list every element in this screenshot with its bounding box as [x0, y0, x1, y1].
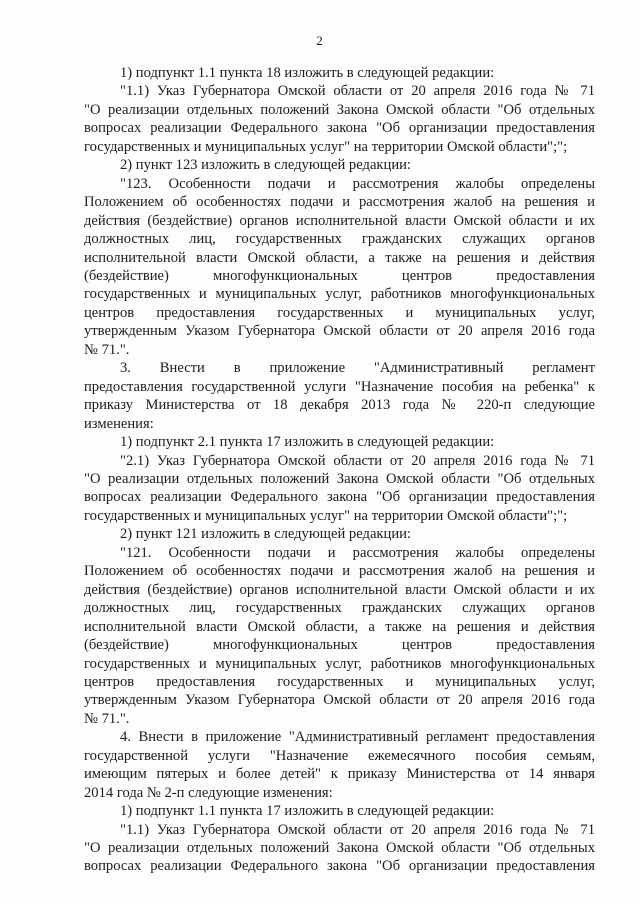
text-line: Положением об особенностях подачи и рассмотрения жалоб на решения и [84, 563, 595, 580]
text-line: "1.1) Указ Губернатора Омской области от 20 апреля 2016 года № 71 [120, 821, 595, 838]
text-line: (бездействие) многофункциональных центров предоставления [84, 267, 595, 284]
text-line: изменения: [84, 415, 154, 432]
text-line: "О реализации отдельных положений Закона Омской области "Об отдельных [84, 840, 595, 857]
text-line: Положением об особенностях подачи и рассмотрения жалоб на решения и [84, 194, 595, 211]
text-line: 1) подпункт 1.1 пункта 18 изложить в следующей редакции: [120, 65, 495, 81]
text-line: 3. Внести в приложение "Административный регламент [120, 360, 595, 377]
text-line: № 71.". [84, 710, 130, 727]
document-body [84, 64, 595, 876]
text-line: государственных и муниципальных услуг, работников многофункциональных [84, 655, 595, 672]
text-line: исполнительной власти Омской области, а также на решения и действия [84, 618, 595, 635]
text-line: "2.1) Указ Губернатора Омской области от 20 апреля 2016 года № 71 [120, 452, 595, 469]
text-line: 1) подпункт 1.1 пункта 17 изложить в следующей редакции: [120, 803, 495, 820]
text-line: 2) пункт 121 изложить в следующей редакции: [120, 526, 411, 543]
text-line: "О реализации отдельных положений Закона Омской области "Об отдельных [84, 101, 595, 118]
text-line: 4. Внести в приложение "Административный регламент предоставления [120, 729, 595, 746]
text-line: действия (бездействие) органов исполнительной власти Омской области и их [84, 581, 595, 598]
text-line: приказу Министерства от 18 декабря 2013 года № 220-п следующие [84, 397, 595, 414]
text-line: должностных лиц, государственных гражданских служащих органов [84, 231, 595, 248]
text-line: "1.1) Указ Губернатора Омской области от 20 апреля 2016 года № 71 [120, 83, 595, 100]
text-line: центров предоставления государственных и муниципальных услуг, [84, 673, 595, 690]
text-line: должностных лиц, государственных гражданских служащих органов [84, 600, 595, 617]
text-line: государственных и муниципальных услуг" на территории Омской области";"; [84, 138, 568, 155]
page-number: 2 [316, 33, 323, 48]
text-line: предоставления государственной услуги "Назначение пособия на ребенка" к [84, 378, 595, 395]
text-line: государственной услуги "Назначение ежемесячного пособия семьям, [84, 747, 595, 764]
text-line: "О реализации отдельных положений Закона Омской области "Об отдельных [84, 470, 595, 487]
text-line: "121. Особенности подачи и рассмотрения жалобы определены [120, 544, 595, 561]
text-line: вопросах реализации Федерального закона "Об организации предоставления [84, 489, 595, 506]
text-line: 2014 года № 2-п следующие изменения: [84, 784, 333, 801]
text-line: (бездействие) многофункциональных центров предоставления [84, 637, 595, 654]
text-line: вопросах реализации Федерального закона "Об организации предоставления [84, 120, 595, 137]
text-line: государственных и муниципальных услуг" на территории Омской области";"; [84, 507, 568, 524]
text-line: исполнительной власти Омской области, а также на решения и действия [84, 249, 595, 266]
text-line: утвержденным Указом Губернатора Омской области от 20 апреля 2016 года [84, 692, 595, 709]
text-line: действия (бездействие) органов исполнительной власти Омской области и их [84, 212, 595, 229]
text-line: вопросах реализации Федерального закона "Об организации предоставления [84, 858, 595, 875]
text-line: имеющим пятерых и более детей" к приказу Министерства от 14 января [84, 766, 595, 783]
text-line: "123. Особенности подачи и рассмотрения жалобы определены [120, 175, 595, 192]
text-line: № 71.". [84, 341, 130, 358]
text-line: утвержденным Указом Губернатора Омской области от 20 апреля 2016 года [84, 323, 595, 340]
text-line: 2) пункт 123 изложить в следующей редакции: [120, 157, 411, 174]
text-line: государственных и муниципальных услуг, работников многофункциональных [84, 286, 595, 303]
text-line: 1) подпункт 2.1 пункта 17 изложить в следующей редакции: [120, 434, 495, 451]
text-line: центров предоставления государственных и муниципальных услуг, [84, 304, 595, 321]
